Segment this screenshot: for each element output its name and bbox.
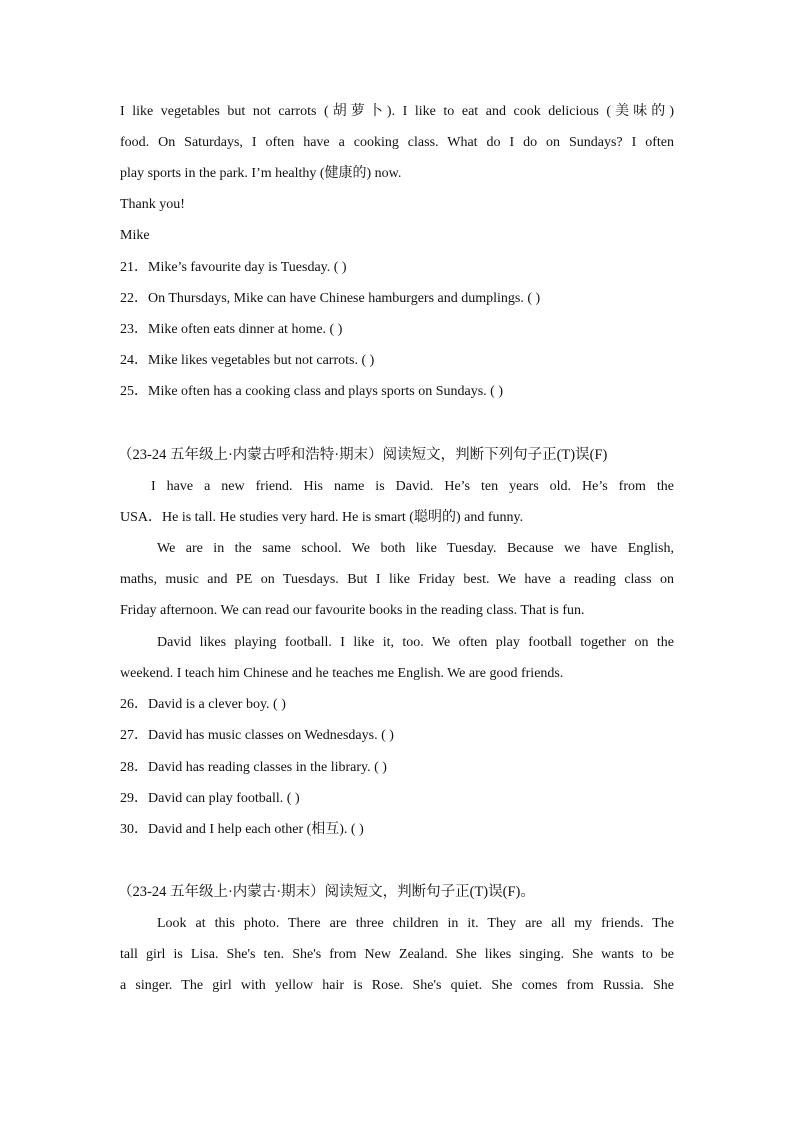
question-25: 25．Mike often has a cooking class and plays sports on Sundays. ( ) <box>120 384 503 399</box>
question-24: 24．Mike likes vegetables but not carrots. ( ) <box>120 353 375 368</box>
passage-signature: Mike <box>120 228 150 243</box>
passage-line: I have a new friend. His name is David. He’s ten years old. He’s from the <box>151 479 674 494</box>
section-header: （23-24 五年级上·内蒙古呼和浩特·期末）阅读短文，判断下列句子正(T)误(F) <box>118 447 608 463</box>
passage-line: Friday afternoon. We can read our favourite books in the reading class. That is fun. <box>120 603 585 618</box>
passage-line: I like vegetables but not carrots (胡萝卜). I like to eat and cook delicious (美味的) <box>120 104 674 119</box>
question-30: 30．David and I help each other (相互). ( ) <box>120 822 364 837</box>
question-28: 28．David has reading classes in the library. ( ) <box>120 760 387 775</box>
passage-line: a singer. The girl with yellow hair is Rose. She's quiet. She comes from Russia. She <box>120 978 674 993</box>
passage-line: food. On Saturdays, I often have a cooking class. What do I do on Sundays? I often <box>120 135 674 150</box>
question-22: 22．On Thursdays, Mike can have Chinese hamburgers and dumplings. ( ) <box>120 291 541 306</box>
question-23: 23．Mike often eats dinner at home. ( ) <box>120 322 343 337</box>
passage-line: tall girl is Lisa. She's ten. She's from New Zealand. She likes singing. She wants to be <box>120 947 674 962</box>
passage-line: weekend. I teach him Chinese and he teaches me English. We are good friends. <box>120 666 564 681</box>
question-29: 29．David can play football. ( ) <box>120 791 300 806</box>
passage-line: maths, music and PE on Tuesdays. But I like Friday best. We have a reading class on <box>120 572 674 587</box>
section-header: （23-24 五年级上·内蒙古·期末）阅读短文，判断句子正(T)误(F)。 <box>118 884 535 900</box>
question-26: 26．David is a clever boy. ( ) <box>120 697 286 712</box>
passage-line: play sports in the park. I’m healthy (健康的) now. <box>120 166 402 181</box>
passage-line: Look at this photo. There are three children in it. They are all my friends. The <box>157 916 674 931</box>
passage-signoff: Thank you! <box>120 197 185 212</box>
passage-line: David likes playing football. I like it, too. We often play football together on the <box>157 635 674 650</box>
question-27: 27．David has music classes on Wednesdays. ( ) <box>120 728 394 743</box>
passage-line: We are in the same school. We both like Tuesday. Because we have English, <box>157 541 674 556</box>
passage-line: USA．He is tall. He studies very hard. He is smart (聪明的) and funny. <box>120 510 524 525</box>
question-21: 21．Mike’s favourite day is Tuesday. ( ) <box>120 260 347 275</box>
